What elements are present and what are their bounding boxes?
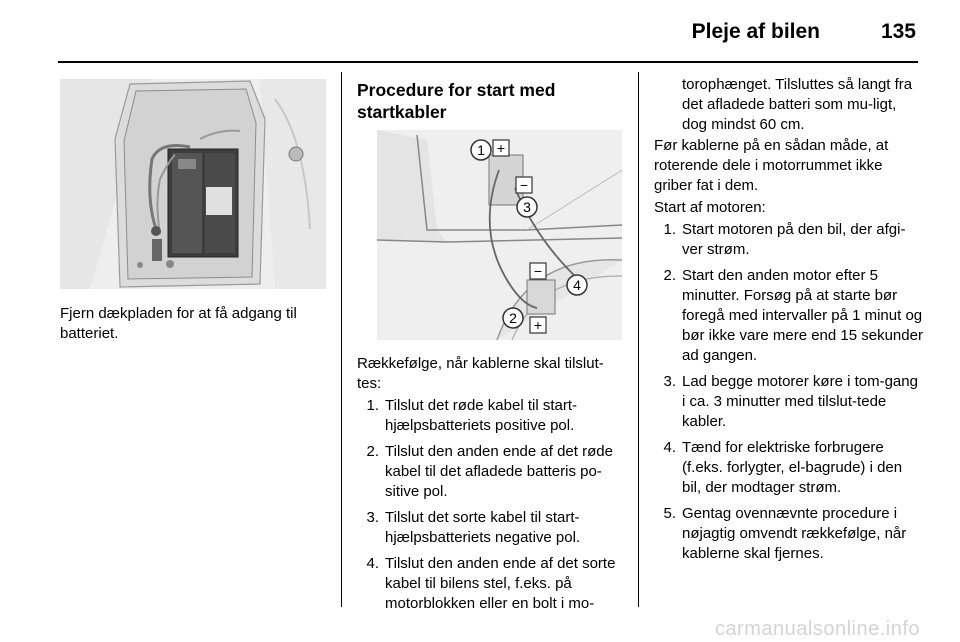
jump-start-illustration [377,130,622,340]
svg-text:1: 1 [477,142,485,158]
step-number: 1. [663,221,676,238]
step-text: Start den anden motor efter 5 minutter. Forsøg på at starte bør foregå med intervaller på 1 minut og bør ikke vare mere end 15 sekunder ad gangen. [682,267,923,364]
page-number: 135 [880,20,916,43]
minus-box-bottom [530,263,546,279]
connection-steps [357,396,625,620]
step-text: Tilslut den anden ende af det røde kabel til det afladede batteris po-sitive pol. [385,443,613,500]
plus-box-top [493,140,509,156]
start-steps [654,220,924,570]
svg-text:4: 4 [573,277,581,293]
step-number: 3. [366,509,379,526]
step-text: Gentag ovennævnte procedure i nøjagtig omvendt rækkefølge, når kablerne skal fjernes. [682,505,907,562]
svg-text:−: − [533,263,543,279]
list-item [357,554,625,614]
list-item [654,220,924,260]
svg-text:+: + [496,140,506,156]
plus-box-bottom [530,317,546,333]
left-caption: Fjern dækpladen for at få adgang til batteriet. [60,305,297,342]
step-text: Tænd for elektriske forbrugere (f.eks. forlygter, el-bagrude) i den bil, der modtager strøm. [682,439,903,496]
middle-intro: Rækkefølge, når kablerne skal tilslut-tes: [357,355,604,392]
step-number: 1. [366,397,379,414]
column-divider-left [341,72,342,607]
list-item [654,266,924,366]
list-item [357,508,625,548]
label-1-badge [471,140,491,160]
step-number: 2. [366,443,379,460]
cable-routing-note: Før kablerne på en sådan måde, at roterende dele i motorrummet ikke griber fat i dem. [654,137,889,194]
step-number: 2. [663,267,676,284]
continuation-text: torophænget. Tilsluttes så langt fra det afladede batteri som mu-ligt, dog mindst 60 cm. [682,76,913,133]
jump-start-drawing [377,130,622,340]
svg-text:+: + [533,317,543,333]
step-number: 4. [366,555,379,572]
step-text: Tilslut det røde kabel til start-hjælpsbatteriets positive pol. [385,397,578,434]
battery-compartment-drawing [60,79,326,289]
header-rule [58,61,918,63]
svg-text:−: − [519,177,529,193]
label-4-badge [567,275,587,295]
list-item [654,372,924,432]
list-item [654,504,924,564]
svg-text:2: 2 [509,310,517,326]
list-item [357,396,625,436]
step-number: 4. [663,439,676,456]
step-text: Start motoren på den bil, der afgi-ver strøm. [682,221,906,258]
battery-compartment-illustration [60,79,326,289]
step-text: Lad begge motorer køre i tom-gang i ca. 3 minutter med tilslut-tede kabler. [682,373,918,430]
watermark: carmanualsonline.info [714,618,920,640]
start-engine-heading: Start af motoren: [654,199,766,216]
step-text: Tilslut det sorte kabel til start-hjælpsbatteriets negative pol. [385,509,581,546]
step-number: 5. [663,505,676,522]
minus-box-top [516,177,532,193]
label-2-badge [503,308,523,328]
list-item [357,442,625,502]
label-3-badge [517,197,537,217]
procedure-heading: Procedure for start med startkabler [357,80,556,122]
svg-text:3: 3 [523,199,531,215]
column-divider-right [638,72,639,607]
step-number: 3. [663,373,676,390]
list-item [654,438,924,498]
step-text: Tilslut den anden ende af det sorte kabel til bilens stel, f.eks. på motorblokken eller en bolt i mo- [385,555,616,612]
section-title: Pleje af bilen [691,20,820,43]
